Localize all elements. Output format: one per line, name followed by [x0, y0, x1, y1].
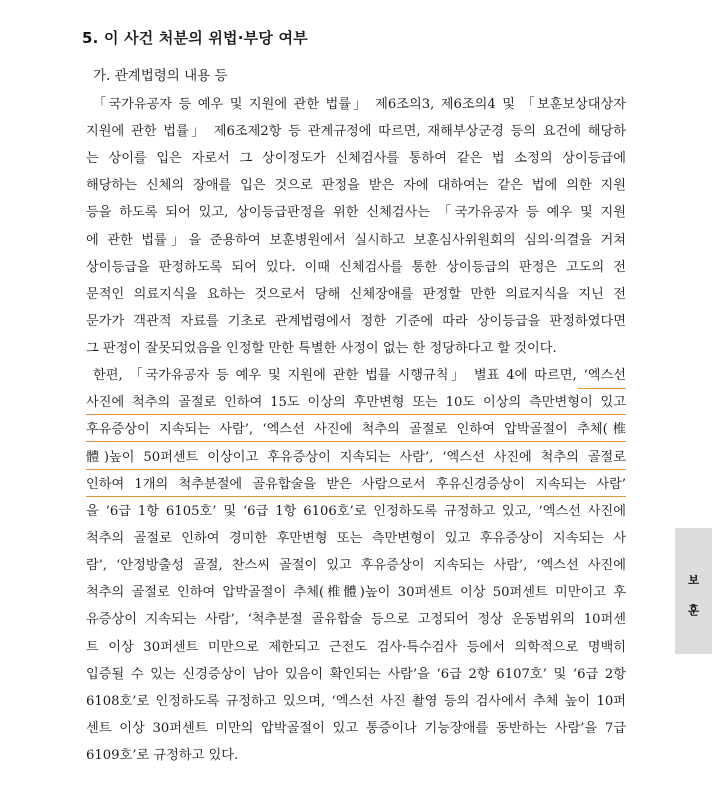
body-line: 한편, 「국가유공자 등 예우 및 지원에 관한 법률 시행규칙」 별표 4에 따르면, ‘엑스선	[93, 368, 626, 383]
body-line: 척추의 골절로 인하여 경미한 후만변형 또는 측만변형이 있고 후유증상이 지속되는 사	[86, 531, 626, 546]
body-line: 「국가유공자 등 예우 및 지원에 관한 법률」 제6조의3, 제6조의4 및 「보훈보상대상자	[93, 97, 626, 112]
highlight-underline	[86, 469, 626, 470]
body-line: 6109호’로 규정하고 있다.	[86, 748, 239, 763]
body-line-underlined: 후유증상이 지속되는 사람’, ‘엑스선 사진에 척추의 골절로 인하여 압박골절이 추체(椎	[86, 422, 626, 437]
side-index-tab[interactable]	[675, 528, 712, 654]
highlight-underline	[86, 414, 626, 415]
highlight-underline	[86, 441, 626, 442]
body-line: 지원에 관한 법률」 제6조제2항 등 관계규정에 따르면, 재해부상군경 등의 요건에 해당하	[86, 124, 626, 139]
body-line: 등을 하도록 되어 있고, 상이등급판정을 위한 신체검사는 「국가유공자 등 예우 및 지원	[86, 205, 626, 220]
highlight-underline	[86, 496, 626, 497]
body-line: 센트 이상 30퍼센트 미만의 압박골절이 있고 통증이나 기능장애를 동반하는 사람’을 7급	[86, 721, 626, 736]
body-line: 문가가 객관적 자료를 기초로 관계법령에서 정한 기준에 따라 상이등급을 판정하였다면	[86, 314, 626, 329]
body-line-underlined: 體)높이 50퍼센트 이상이고 후유증상이 지속되는 사람’, ‘엑스선 사진에 척추의 골절로	[86, 450, 626, 465]
highlight-underline	[578, 388, 626, 389]
body-line: 해당하는 신체의 장애를 입은 것으로 판정을 받은 자에 대하여는 같은 법에 의한 지원	[86, 178, 626, 193]
subsection-title: 가. 관계법령의 내용 등	[93, 68, 228, 84]
body-line-underlined: 사진에 척추의 골절로 인하여 15도 이상의 후만변형 또는 10도 이상의 측만변형이 있고	[86, 395, 626, 410]
body-line: 6108호’로 인정하도록 규정하고 있으며, ‘엑스선 사진 촬영 등의 검사에서 추체 높이 10퍼	[86, 694, 626, 709]
side-tab-label: 훈	[687, 603, 700, 617]
body-line: 는 상이를 입은 자로서 그 상이정도가 신체검사를 통하여 같은 법 소정의 상이등급에	[86, 151, 626, 166]
body-line: 을 ‘6급 1항 6105호’ 및 ‘6급 1항 6106호’로 인정하도록 규정하고 있고, ‘엑스선 사진에	[86, 504, 626, 519]
body-line: 유증상이 지속되는 사람’, ‘척추분절 골유합술 등으로 고정되어 정상 운동범위의 10퍼센	[86, 612, 626, 627]
body-line: 에 관한 법률」을 준용하여 보훈병원에서 실시하고 보훈심사위원회의 심의·의결을 거쳐	[86, 233, 626, 248]
body-line: 트 이상 30퍼센트 미만으로 제한되고 근전도 검사·특수검사 등에서 의학적으로 명백히	[86, 640, 626, 655]
body-line-underlined: 인하여 1개의 척추분절에 골유합술을 받은 사람으로서 후유신경증상이 지속되는 사람’	[86, 477, 626, 492]
side-tab-label: 보	[687, 573, 700, 587]
body-line: 람’, ‘안정방출성 골절, 찬스씨 골절이 있고 후유증상이 지속되는 사람’, ‘엑스선 사진에	[86, 558, 626, 573]
section-title: 5. 이 사건 처분의 위법·부당 여부	[82, 29, 308, 47]
body-line: 그 판정이 잘못되었음을 인정할 만한 특별한 사정이 없는 한 정당하다고 할 것이다.	[86, 341, 557, 356]
body-line: 문적인 의료지식을 요하는 것으로서 당해 신체장애를 판정할 만한 의료지식을 지닌 전	[86, 287, 626, 302]
body-line: 상이등급을 판정하도록 되어 있다. 이때 신체검사를 통한 상이등급의 판정은 고도의 전	[86, 260, 626, 275]
body-line: 척추의 골절로 인하여 압박골절이 추체(椎體)높이 30퍼센트 이상 50퍼센트 미만이고 후	[86, 585, 626, 600]
body-line: 입증될 수 있는 신경증상이 남아 있음이 확인되는 사람’을 ‘6급 2항 6107호’ 및 ‘6급 2항	[86, 667, 626, 682]
